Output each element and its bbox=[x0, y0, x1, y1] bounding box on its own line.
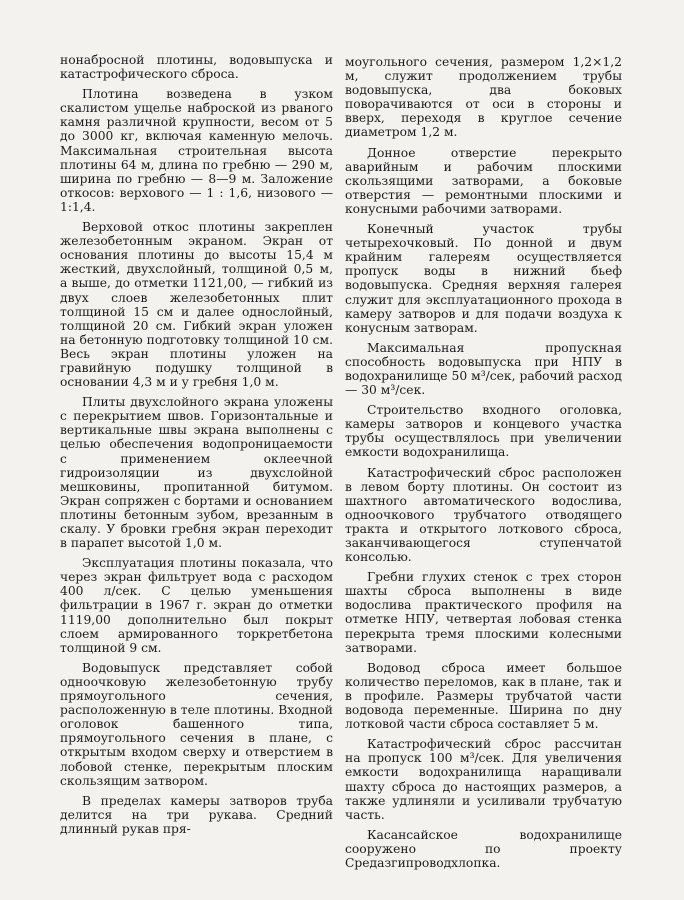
paragraph: нонабросной плотины, водовыпуска и катастрофического сброса. bbox=[60, 53, 333, 82]
paragraph: В пределах камеры затворов труба делится на три рукава. Средний длинный рукав пря- bbox=[60, 793, 333, 836]
paragraph: Водовод сброса имеет большое количество переломов, как в плане, так и в профиле. Размеры трубчатой части водовода переменные. Ширина по дну лотковой части сброса составляет 5 м. bbox=[345, 660, 622, 732]
paragraph: моугольного сечения, размером 1,2×1,2 м, служит продолжением трубы водовыпуска, два боковых поворачиваются от оси в стороны и вверх, переходя в круглое сечение диаметром 1,2 м. bbox=[345, 55, 622, 140]
paragraph: Катастрофический сброс расположен в левом борту плотины. Он состоит из шахтного автоматического водослива, одноочкового трубчатого отводящего тракта и открытого лоткового сброса, заканчивающегося ступенчатой консолью. bbox=[345, 465, 622, 565]
paragraph: Верховой откос плотины закреплен железобетонным экраном. Экран от основания плотины до высоты 15,4 м жесткий, двухслойный, толщиной 0,5 м, а выше, до отметки 1121,00, — гибкий из двух слоев железобетонных плит толщиной 15 см и далее однослойный, толщиной 20 см. Гибкий экран уложен на бетонную подготовку толщиной 10 см. Весь экран плотины уложен на гравийную подушку толщиной в основании 4,3 м и у гребня 1,0 м. bbox=[60, 220, 333, 390]
paragraph: Касансайское водохранилище сооружено по проекту Средазгипроводхлопка. bbox=[345, 827, 622, 870]
paragraph: Строительство входного оголовка, камеры затворов и концевого участка трубы осуществлялось при увеличении емкости водохранилища. bbox=[345, 403, 622, 460]
paragraph: Эксплуатация плотины показала, что через экран фильтрует вода с расходом 400 л/сек. С целью уменьшения фильтрации в 1967 г. экран до отметки 1119,00 дополнительно был покрыт слоем армированного торкретбетона толщиной 9 см. bbox=[60, 556, 333, 655]
paragraph: Плиты двухслойного экрана уложены с перекрытием швов. Горизонтальные и вертикальные швы экрана выполнены с целью обеспечения водопроницаемости с применением оклеечной гидроизоляции из двухслойной мешковины, пропитанной битумом. Экран сопряжен с бортами и основанием плотины бетонным зубом, врезанным в скалу. У бровки гребня экран переходит в парапет высотой 1,0 м. bbox=[60, 395, 333, 551]
paragraph: Донное отверстие перекрыто аварийным и рабочим плоскими скользящими затворами, а боковые отверстия — ремонтными плоскими и конусными рабочими затворами. bbox=[345, 145, 622, 216]
right-text-column bbox=[345, 55, 622, 876]
paragraph: Гребни глухих стенок с трех сторон шахты сброса выполнены в виде водослива практического профиля на отметке НПУ, четвертая лобовая стенка перекрыта тремя плоскими колесными затворами. bbox=[345, 570, 622, 655]
paragraph: Максимальная пропускная способность водовыпуска при НПУ в водохранилище 50 м³/сек, рабочий расход — 30 м³/сек. bbox=[345, 340, 622, 398]
paragraph: Катастрофический сброс рассчитан на пропуск 100 м³/сек. Для увеличения емкости водохранилища наращивали шахту сброса до настоящих размеров, а также удлиняли и усиливали трубчатую часть. bbox=[345, 737, 622, 822]
paragraph: Конечный участок трубы четырехочковый. По донной и двум крайним галереям осуществляется пропуск воды в нижний бьеф водовыпуска. Средняя верхняя галерея служит для эксплуатационного прохода в камеру затворов и для подачи воздуха к конусным затворам. bbox=[345, 222, 622, 335]
paragraph: Водовыпуск представляет собой одноочковую железобетонную трубу прямоугольного сечения, расположенную в теле плотины. Входной оголовок башенного типа, прямоугольного сечения в плане, с открытым входом сверху и отверстием в лобовой стенке, перекрытым плоским скользящим затвором. bbox=[60, 660, 333, 788]
paragraph: Плотина возведена в узком скалистом ущелье наброской из рваного камня различной крупности, весом от 5 до 3000 кг, включая каменную мелочь. Максимальная строительная высота плотины 64 м, длина по гребню — 290 м, ширина по гребню — 8—9 м. Заложение откосов: верхового — 1 : 1,6, низового — 1:1,4. bbox=[60, 87, 333, 214]
left-text-column bbox=[60, 53, 333, 842]
